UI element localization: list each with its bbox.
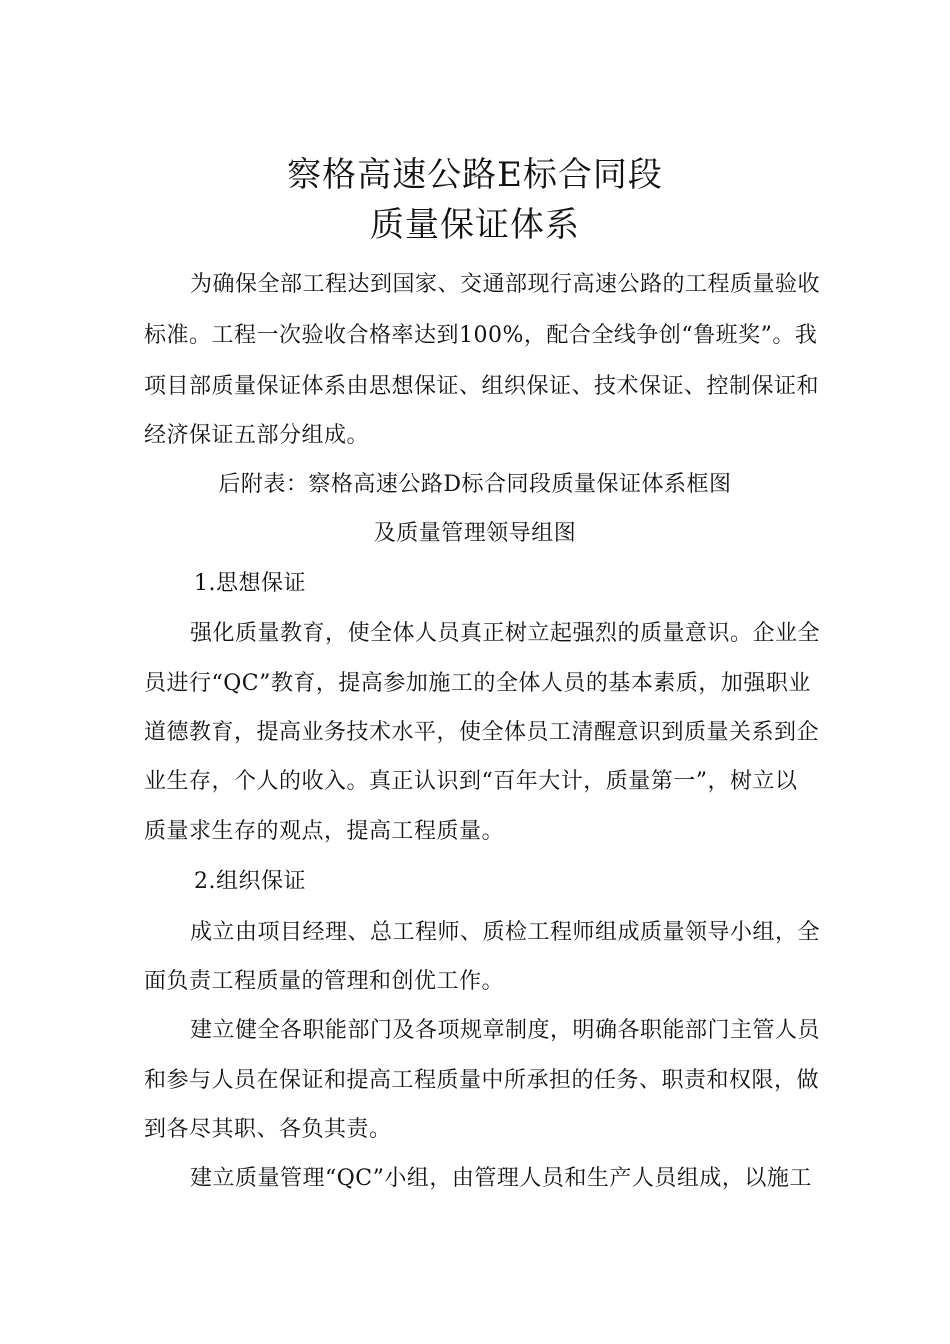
intro-line-4: 经济保证五部分组成。 <box>144 423 370 448</box>
section1-line-1: 强化质量教育，使全体人员真正树立起强烈的质量意识。企业全 <box>190 621 821 646</box>
section2-para2-line-2: 和参与人员在保证和提高工程质量中所承担的任务、职责和权限，做 <box>144 1068 820 1093</box>
intro-line-1: 为确保全部工程达到国家、交通部现行高速公路的工程质量验收 <box>190 272 821 297</box>
section2-para3-line-1: 建立质量管理“QC”小组，由管理人员和生产人员组成，以施工 <box>190 1166 812 1191</box>
intro-line-2: 标准。工程一次验收合格率达到100%，配合全线争创“鲁班奖”。我 <box>144 323 818 348</box>
section-heading-thought: 1.思想保证 <box>194 571 306 596</box>
section1-line-2: 员进行“QC”教育，提高参加施工的全体人员的基本素质，加强职业 <box>144 671 811 696</box>
section2-para1-line-2: 面负责工程质量的管理和创优工作。 <box>144 969 505 994</box>
document-title-line2: 质量保证体系 <box>370 205 580 245</box>
section-heading-organization: 2.组织保证 <box>194 869 306 894</box>
section1-line-5: 质量求生存的观点，提高工程质量。 <box>144 819 505 844</box>
section1-line-3: 道德教育，提高业务技术水平，使全体员工清醒意识到质量关系到企 <box>144 720 820 745</box>
document-title-line1: 察格高速公路E标合同段 <box>287 155 663 195</box>
attachment-line-2: 及质量管理领导组图 <box>373 521 577 546</box>
section2-para2-line-3: 到各尽其职、各负其责。 <box>144 1117 392 1142</box>
section2-para1-line-1: 成立由项目经理、总工程师、质检工程师组成质量领导小组，全 <box>190 920 821 945</box>
section1-line-4: 业生存，个人的收入。真正认识到“百年大计，质量第一”，树立以 <box>144 769 798 794</box>
attachment-line-1: 后附表：察格高速公路D标合同段质量保证体系框图 <box>218 472 732 497</box>
intro-line-3: 项目部质量保证体系由思想保证、组织保证、技术保证、控制保证和 <box>144 374 820 399</box>
section2-para2-line-1: 建立健全各职能部门及各项规章制度，明确各职能部门主管人员 <box>190 1018 821 1043</box>
